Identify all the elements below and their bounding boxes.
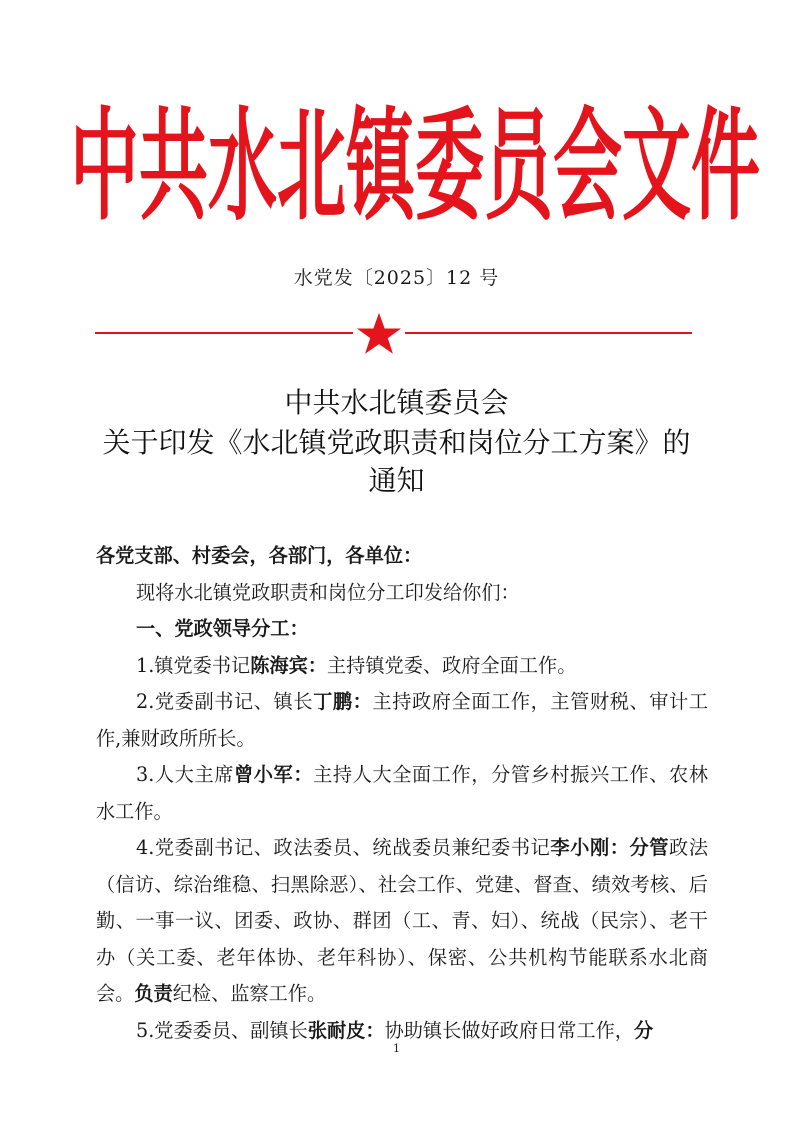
duty-item-text: 主持政府全面工作，主管财税、审计工作,兼财政所所长。 (96, 690, 709, 750)
official-name: 曾小军： (234, 763, 314, 786)
duty-item (96, 757, 708, 830)
document-body (96, 538, 708, 1049)
duty-item-text: 主持人大全面工作，分管乡村振兴工作、农林水工作。 (96, 763, 709, 823)
red-divider-left (95, 332, 353, 334)
salutation: 各党支部、村委会，各部门，各单位： (96, 544, 423, 567)
duty-item-bold-suffix: 分 (634, 1018, 654, 1042)
duty-item-text: 主持镇党委、政府全面工作。 (327, 653, 577, 677)
official-name: 张耐皮： (307, 1018, 385, 1042)
document-number: 水党发〔2025〕12 号 (293, 267, 500, 289)
notice-title-line-3: 通知 (368, 464, 425, 497)
duty-item-suffix-text: 纪检、监察工作。 (172, 982, 327, 1005)
official-name: 丁鹏： (313, 690, 373, 713)
duty-item (96, 684, 708, 757)
official-name: 李小刚：分管 (550, 836, 670, 859)
duty-item-text: 政法（信访、综治维稳、扫黑除恶）、社会工作、党建、督查、绩效考核、后勤、一事一议、团委、政协、群团（工、青、妇）、统战（民宗）、老干办（关工委、老年体协、老年科协）、保密、公共机构节能联系水北商会。 (96, 836, 709, 1005)
star-icon (355, 311, 403, 359)
duty-item-prefix: 4.党委副书记、政法委员、统战委员兼纪委书记 (136, 836, 551, 859)
page-number: 1 (393, 1042, 400, 1055)
duty-item-prefix: 5.党委委员、副镇长 (136, 1018, 308, 1042)
notice-title-line-1: 中共水北镇委员会 (284, 386, 509, 419)
official-name: 陈海宾： (250, 653, 327, 677)
duty-item-prefix: 1.镇党委书记 (136, 653, 251, 677)
red-divider-right (405, 332, 692, 334)
duty-item-prefix: 2.党委副书记、镇长 (136, 690, 314, 713)
duty-item-text: 协助镇长做好政府日常工作， (384, 1018, 634, 1042)
masthead-title: 中共水北镇委员会文件 (70, 97, 760, 238)
duty-item-prefix: 3.人大主席 (136, 763, 234, 786)
duty-item-bold-suffix: 负责 (134, 982, 173, 1005)
duty-item (96, 830, 708, 1013)
section-heading: 一、党政领导分工： (136, 617, 309, 640)
notice-title-line-2: 关于印发《水北镇党政职责和岗位分工方案》的 (102, 426, 691, 459)
duty-item (96, 648, 708, 685)
intro-paragraph: 现将水北镇党政职责和岗位分工印发给你们： (136, 580, 520, 604)
